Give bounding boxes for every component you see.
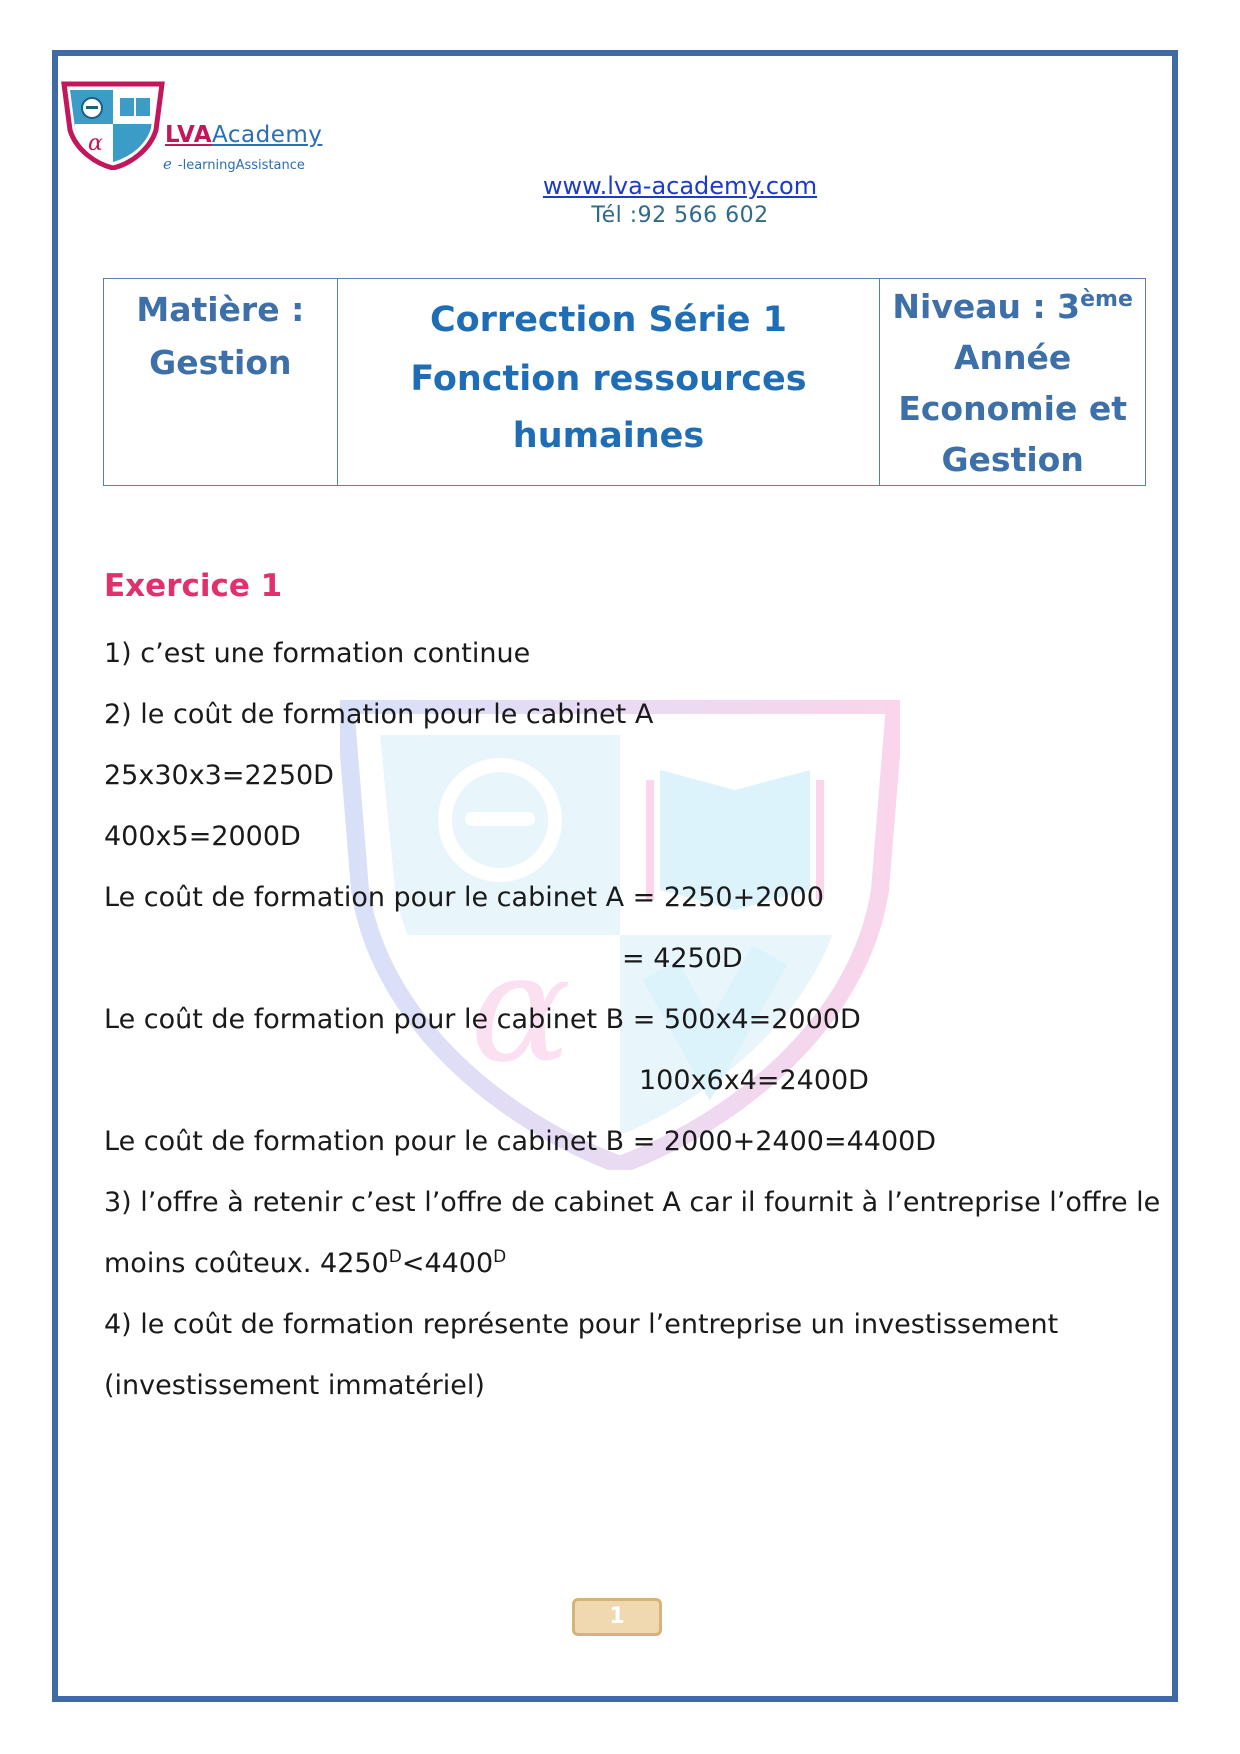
- watermark-shield-icon: [340, 700, 900, 1170]
- calc-line: 25x30x3=2250D: [104, 760, 334, 791]
- calc-line: Le coût de formation pour le cabinet B = 2000+2400=4400D: [104, 1126, 937, 1157]
- svg-text:α: α: [470, 922, 572, 1096]
- answer-line: 1) c’est une formation continue: [104, 638, 531, 669]
- compare-text: <4400: [401, 1248, 494, 1279]
- title-line3: humaines: [512, 416, 705, 456]
- calc-line: 100x6x4=2400D: [639, 1065, 869, 1096]
- answer-line: (investissement immatériel): [104, 1370, 485, 1401]
- title-line2: Fonction ressources: [410, 359, 807, 399]
- lva-shield-logo-icon: [58, 80, 168, 170]
- answer-line: [104, 1248, 506, 1279]
- matiere-cell: [104, 279, 338, 486]
- matiere-label: Matière :: [136, 290, 305, 329]
- niveau-line3: Economie et: [898, 389, 1127, 428]
- compare-text: moins coûteux. 4250: [104, 1248, 389, 1279]
- title-line1: Correction Série 1: [429, 300, 788, 340]
- niveau-label: Niveau : 3: [892, 287, 1081, 326]
- matiere-value: Gestion: [149, 343, 292, 382]
- tagline-e: e: [163, 155, 172, 173]
- title-cell: [337, 279, 880, 486]
- niveau-sup: ème: [1080, 287, 1133, 312]
- answer-line: 3) l’offre à retenir c’est l’offre de cabinet A car il fournit à l’entreprise l’offre le: [104, 1187, 1161, 1218]
- tagline-text: -learningAssistance: [177, 158, 305, 173]
- niveau-line1: [880, 281, 1145, 332]
- brand-tagline: [163, 155, 305, 173]
- compare-sup: D: [388, 1247, 402, 1267]
- page-number-badge: 1: [572, 1598, 662, 1636]
- compare-sup: D: [493, 1247, 507, 1267]
- calc-line: 400x5=2000D: [104, 821, 301, 852]
- info-table: [103, 278, 1146, 486]
- calc-line: Le coût de formation pour le cabinet B = 500x4=2000D: [104, 1004, 861, 1035]
- calc-line: = 4250D: [622, 943, 743, 974]
- answer-line: 2) le coût de formation pour le cabinet A: [104, 699, 654, 730]
- svg-text:α: α: [88, 131, 103, 156]
- niveau-line2: Année: [954, 338, 1072, 377]
- website-link[interactable]: www.lva-academy.com: [542, 172, 818, 200]
- brand-name: [165, 122, 322, 148]
- brand-lva: LVA: [165, 122, 213, 148]
- brand-academy: Academy: [212, 122, 323, 148]
- answer-line: 4) le coût de formation représente pour l’entreprise un investissement: [104, 1309, 1059, 1340]
- phone-number: Tél :92 566 602: [591, 203, 769, 228]
- calc-line: Le coût de formation pour le cabinet A = 2250+2000: [104, 882, 824, 913]
- exercise-title: Exercice 1: [104, 568, 283, 604]
- niveau-cell: [880, 279, 1146, 486]
- niveau-line4: Gestion: [941, 440, 1084, 479]
